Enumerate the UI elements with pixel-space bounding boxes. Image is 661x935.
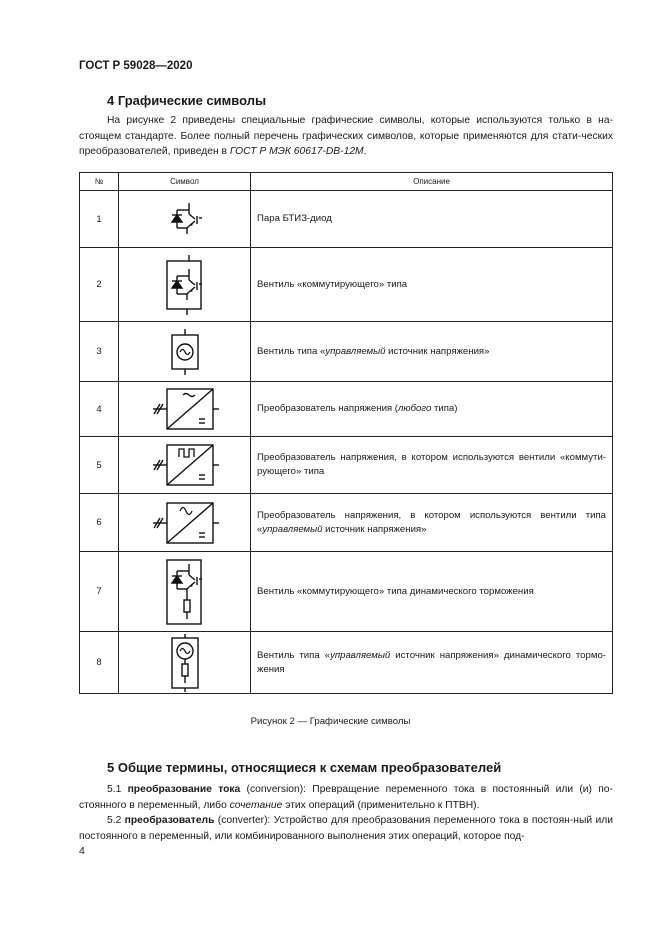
- row-description: Преобразователь напряжения, в котором используются вентили типа «управляемый источник напряжения»: [251, 494, 613, 552]
- row-description: Вентиль «коммутирующего» типа: [251, 248, 613, 322]
- term-conversion: преобразование тока: [127, 784, 241, 795]
- paragraph-5-1: 5.1 преобразование тока (conversion): Превращение переменного тока в постоянный или (и) по-стоянного в переменный, либо сочетание этих операций (применительно к ПТВН).: [79, 784, 613, 811]
- table-row: [80, 437, 613, 494]
- section-4-title: 4 Графические символы: [107, 93, 267, 108]
- standard-reference: ГОСТ Р МЭК 60617-DB-12M: [229, 146, 364, 157]
- table-header-row: [80, 173, 613, 191]
- table-row: [80, 322, 613, 382]
- row-number: 1: [80, 191, 119, 248]
- figure-caption: Рисунок 2 — Графические символы: [250, 716, 411, 727]
- commutated-valve-icon: [119, 248, 251, 322]
- row-description: Пара БТИЗ-диод: [251, 191, 613, 248]
- table-row: [80, 552, 613, 632]
- row-number: 3: [80, 322, 119, 382]
- row-number: 2: [80, 248, 119, 322]
- header-num: №: [80, 173, 119, 191]
- section-4-intro: На рисунке 2 приведены специальные графические символы, которые используются только в на-стоящем стандарте. Более полный перечень графических символов, которые применяются для стати-ческих преобразователей, приведен в ГОСТ Р МЭК 60617-DB-12M.: [79, 115, 613, 157]
- table-row: [80, 632, 613, 694]
- dynamic-braking-commutated-valve-icon: [119, 552, 251, 632]
- row-number: 8: [80, 632, 119, 694]
- row-description: Вентиль типа «управляемый источник напряжения» динамического тормо-жения: [251, 632, 613, 694]
- page-number: 4: [79, 845, 85, 857]
- document-header: ГОСТ Р 59028—2020: [79, 60, 193, 72]
- table-row: [80, 382, 613, 437]
- row-description: Преобразователь напряжения, в котором используются вентили «коммути-рующего» типа: [251, 437, 613, 494]
- term-converter: преобразователь: [124, 815, 215, 826]
- voltage-converter-icon: [119, 382, 251, 437]
- row-description: Преобразователь напряжения (любого типа): [251, 382, 613, 437]
- table-row: [80, 494, 613, 552]
- voltage-converter-controlled-icon: [119, 494, 251, 552]
- table-row: [80, 248, 613, 322]
- row-number: 7: [80, 552, 119, 632]
- row-number: 4: [80, 382, 119, 437]
- igbt-diode-pair-icon: [119, 191, 251, 248]
- voltage-converter-commutated-icon: [119, 437, 251, 494]
- controlled-voltage-source-valve-icon: [119, 322, 251, 382]
- row-description: Вентиль типа «управляемый источник напряжения»: [251, 322, 613, 382]
- header-symbol: Символ: [119, 173, 251, 191]
- row-description: Вентиль «коммутирующего» типа динамического торможения: [251, 552, 613, 632]
- dynamic-braking-controlled-valve-icon: [119, 632, 251, 694]
- header-description: Описание: [251, 173, 613, 191]
- row-number: 5: [80, 437, 119, 494]
- table-row: [80, 191, 613, 248]
- paragraph-5-2: 5.2 преобразователь (converter): Устройство для преобразования переменного тока в постоян-ный или постоянного в переменный, или комбинированного выполнения этих операций, которое под-: [79, 815, 613, 842]
- graphic-symbols-table: [79, 172, 613, 694]
- row-number: 6: [80, 494, 119, 552]
- section-5-title: 5 Общие термины, относящиеся к схемам преобразователей: [107, 760, 502, 775]
